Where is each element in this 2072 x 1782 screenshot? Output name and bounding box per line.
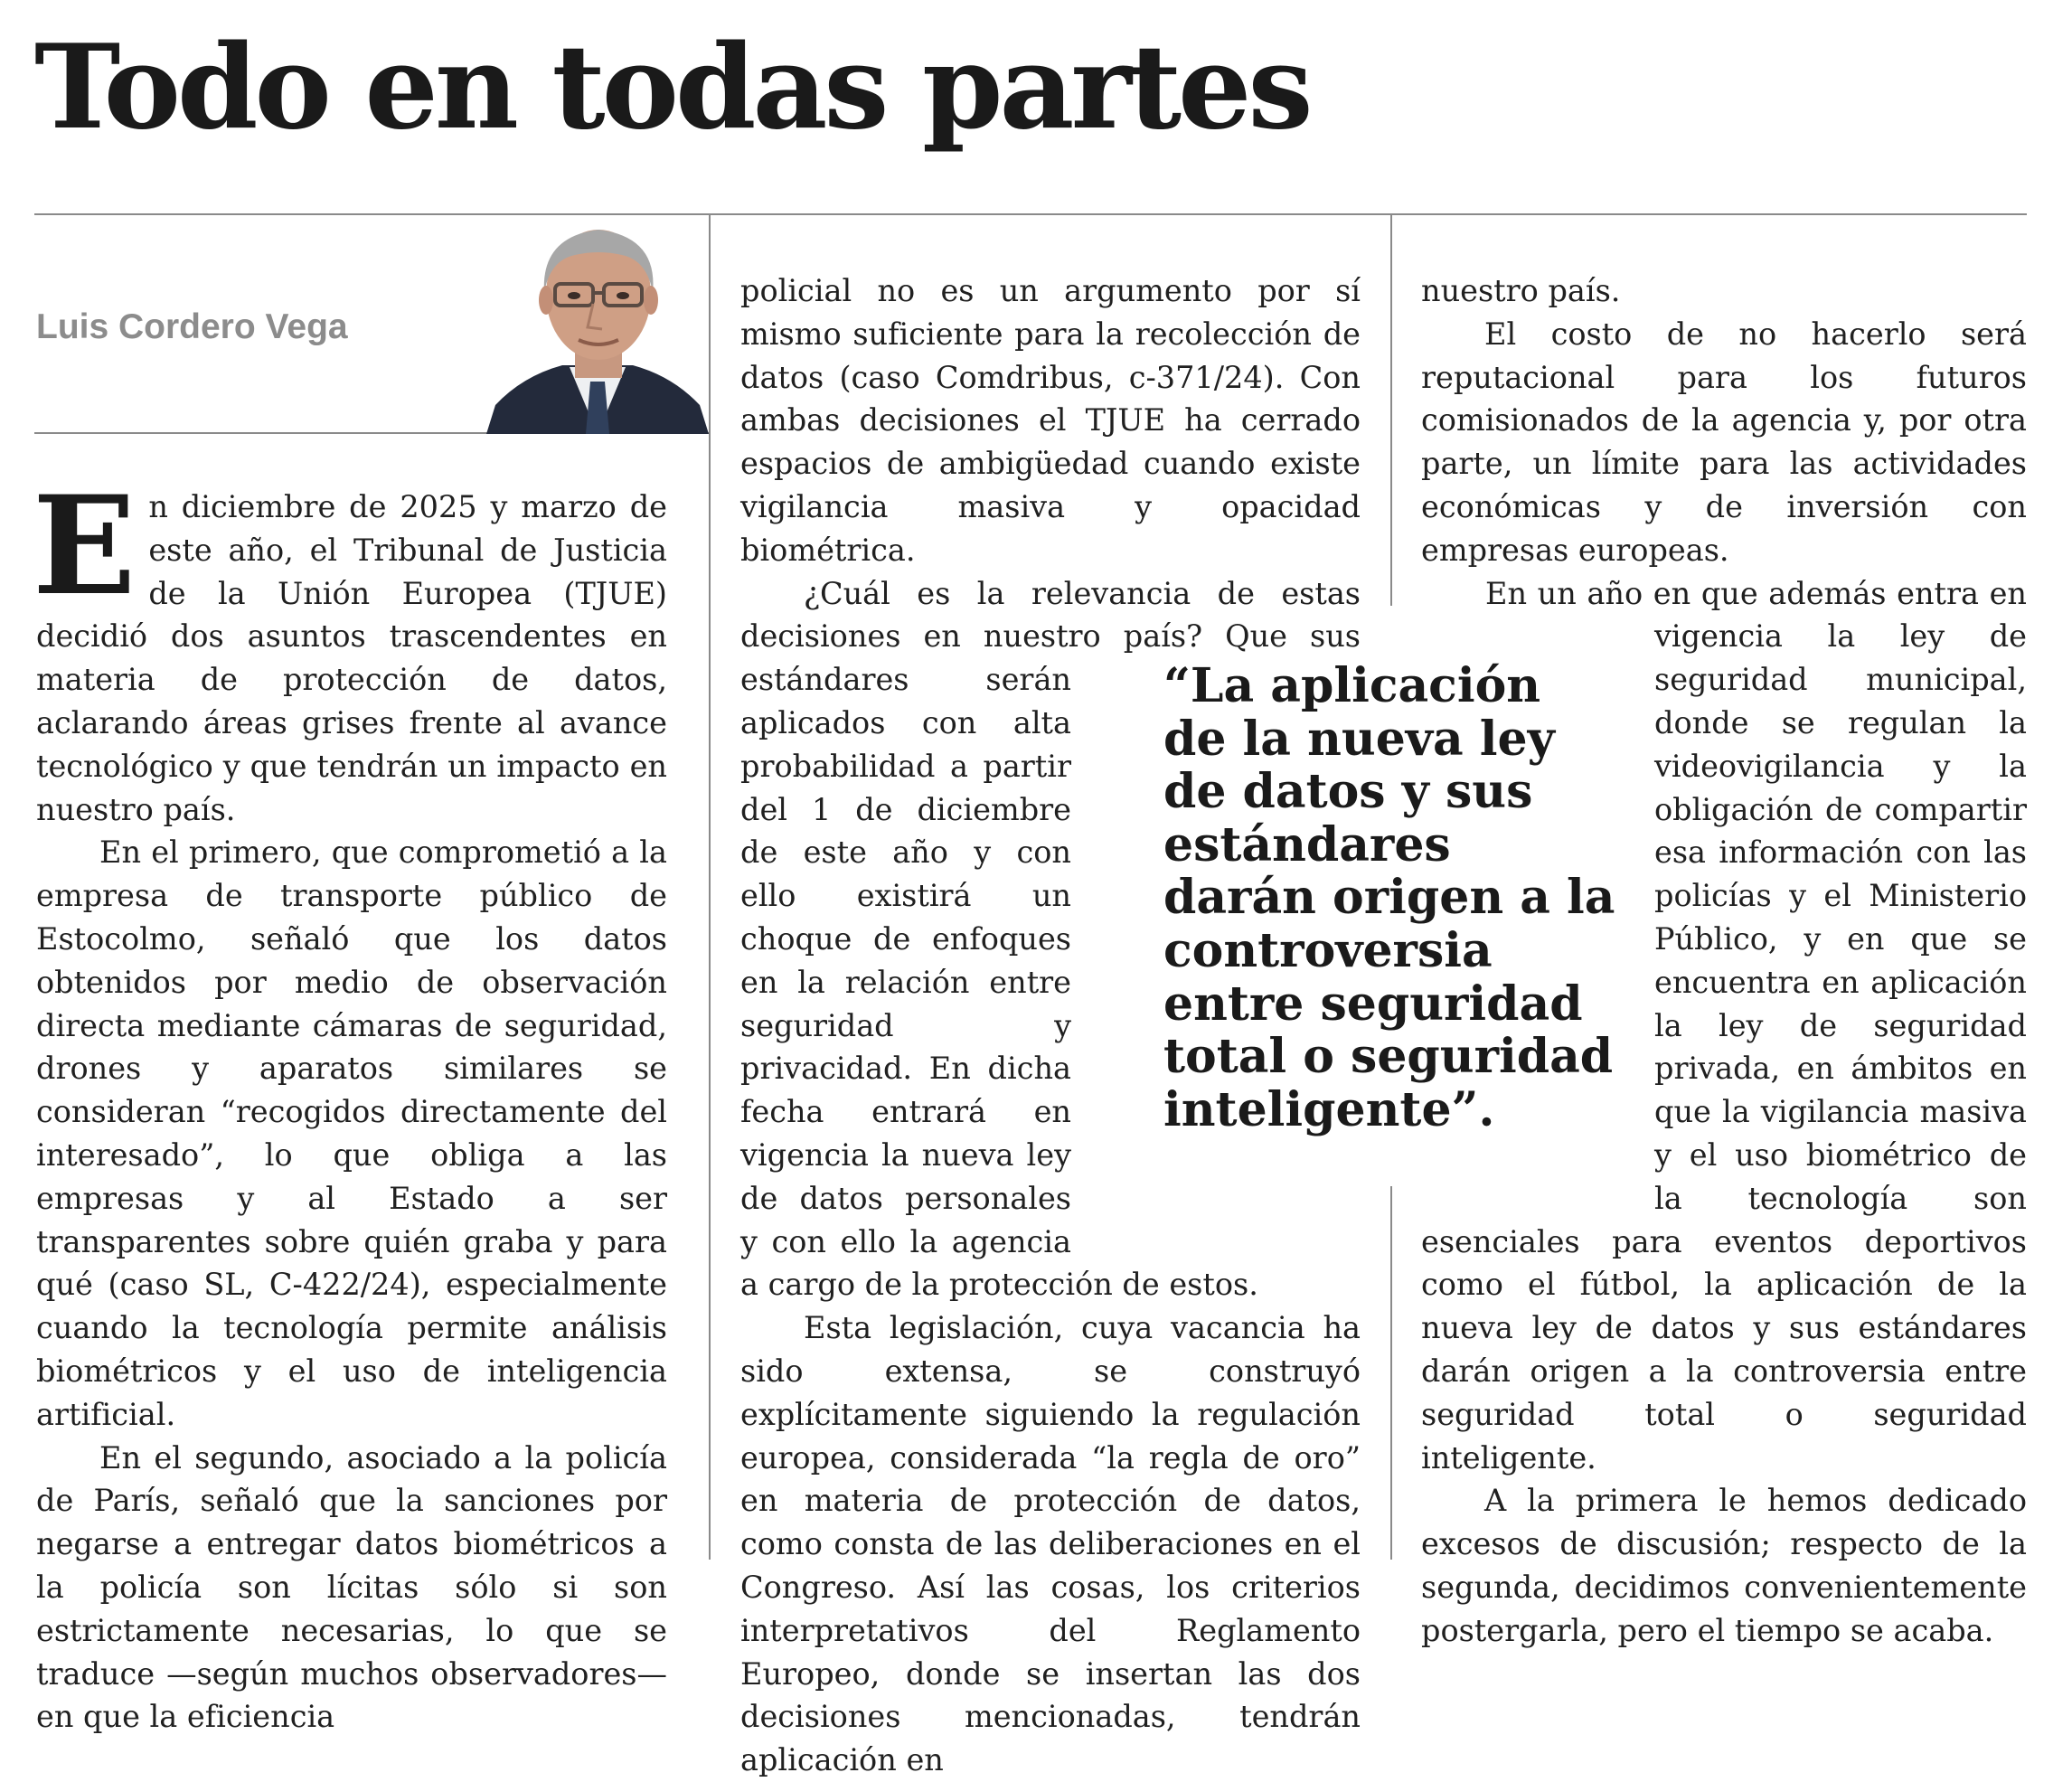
- wrap-spacer: [1360, 572, 1361, 659]
- paragraph: Esta legislación, cuya vacancia ha sido extensa, se construyó explícitamente siguiendo la regulación europea, considerada “la regla de oro” en materia de protección de datos, como consta de las deliberaciones en el Congreso. Así las cosas, los criterios interpretativos del Reglamento Europeo, donde se insertan las dos decisiones mencionadas, tendrán aplicación en: [740, 1310, 1361, 1778]
- top-rule: [34, 213, 2027, 215]
- author-name: Luis Cordero Vega: [36, 307, 348, 346]
- paragraph: A la primera le hemos dedicado excesos de discusión; respecto de la segunda, decidimos convenientemente postergarla, pero el tiempo se acaba.: [1421, 1483, 2027, 1648]
- drop-cap: E: [33, 467, 137, 626]
- paragraph: En un año en que además entra en vigencia la ley de seguridad municipal, donde se regulan la videovigilancia y la obligación de compartir esa información con las policías y el Ministerio Público, y en que se encuentra en aplicación la ley de seguridad privada, en ámbitos en que la vigilancia masiva y el uso biométrico de la tecnología son esenciales para eventos deportivos como el fútbol, la aplicación de la nueva ley de datos y sus estándares darán origen a la controversia entre seguridad total o seguridad inteligente.: [1421, 572, 2027, 1480]
- paragraph: ¿Cuál es la relevancia de estas decisiones en nuestro país? Que sus estándares serán aplicados con alta probabilidad a partir del 1 de diciembre de este año y con ello existirá un choque de enfoques en la relación entre seguridad y privacidad. En dicha fecha entrará en vigencia la nueva ley de datos personales y con ello la agencia a cargo de la protección de estos.: [740, 572, 1361, 1307]
- column-divider-1: [709, 215, 711, 1560]
- paragraph: En el segundo, asociado a la policía de París, señaló que la sanciones por negarse a entregar datos biométricos a la policía son lícitas sólo si son estrictamente necesarias, lo que se traduce —según muchos observadores— en que la eficiencia: [36, 1439, 667, 1735]
- wrap-spacer: [1421, 572, 1422, 616]
- column-divider-2: [1390, 215, 1392, 606]
- column-divider-2-lower: [1390, 1186, 1392, 1560]
- author-portrait: [486, 217, 709, 434]
- headline: Todo en todas partes: [34, 20, 1310, 156]
- column-1: [33, 467, 667, 1739]
- paragraph: El costo de no hacerlo será reputacional para los futuros comisionados de la agencia y, por otra parte, un límite para las actividades económicas y de inversión con empresas europeas.: [1421, 316, 2027, 568]
- paragraph: nuestro país.: [1421, 273, 1621, 308]
- paragraph: policial no es un argumento por sí mismo suficiente para la recolección de datos (caso Comdribus, c-371/24). Con ambas decisiones el TJUE ha cerrado espacios de ambigüedad cuando existe vigilancia masiva y opacidad biométrica.: [740, 273, 1361, 568]
- pull-quote: “La aplicación de la nueva ley de datos y sus estándares darán origen a la controversia entre seguridad total o seguridad inteligente”.: [1163, 658, 1615, 1137]
- paragraph: n diciembre de 2025 y marzo de este año, el Tribunal de Justicia de la Unión Europea (TJUE) decidió dos asuntos trascendentes en materia de protección de datos, aclarando áreas grises frente al avance tecnológico y que tendrán un impacto en nuestro país.: [36, 489, 667, 827]
- paragraph: En el primero, que comprometió a la empresa de transporte público de Estocolmo, señaló que los datos obtenidos por medio de observación directa mediante cámaras de seguridad, drones y aparatos similares se consideran “recogidos directamente del interesado”, lo que obliga a las empresas y al Estado a ser transparentes sobre quién graba y para qué (caso SL, C-422/24), especialmente cuando la tecnología permite análisis biométricos y el uso de inteligencia artificial.: [36, 834, 667, 1432]
